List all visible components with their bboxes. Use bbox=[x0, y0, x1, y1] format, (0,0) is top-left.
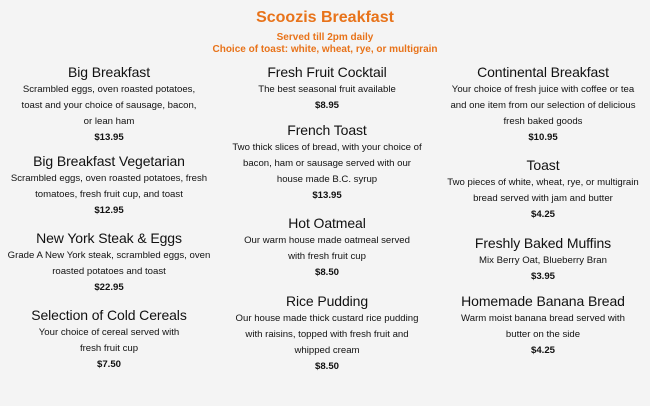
item-description bbox=[437, 174, 649, 207]
desc-line: Scrambled eggs, oven roasted potatoes, fresh bbox=[10, 173, 208, 184]
menu-item bbox=[437, 293, 649, 375]
item-description bbox=[221, 232, 433, 265]
subtitle-line-hours: Served till 2pm daily bbox=[276, 32, 374, 43]
desc-line: or lean ham bbox=[83, 116, 135, 127]
item-description bbox=[3, 324, 215, 357]
item-price: $3.95 bbox=[530, 271, 555, 282]
desc-line: toast and your choice of sausage, bacon, bbox=[21, 100, 197, 111]
item-description bbox=[437, 252, 649, 269]
desc-line: fresh fruit cup bbox=[79, 343, 139, 354]
desc-line: butter on the side bbox=[505, 329, 581, 340]
desc-line: bacon, ham or sausage served with our bbox=[243, 158, 411, 169]
item-price: $13.95 bbox=[312, 190, 342, 201]
menu-item bbox=[437, 235, 649, 293]
menu-item bbox=[3, 230, 215, 307]
menu-column-3 bbox=[437, 64, 649, 375]
item-name: Selection of Cold Cereals bbox=[31, 307, 187, 323]
menu-title: Scoozis Breakfast bbox=[256, 9, 394, 26]
desc-line: with fresh fruit cup bbox=[288, 251, 366, 262]
desc-line: Scrambled eggs, oven roasted potatoes, bbox=[22, 84, 196, 95]
item-name: French Toast bbox=[287, 122, 367, 138]
item-name: Continental Breakfast bbox=[477, 64, 609, 80]
item-price: $22.95 bbox=[94, 282, 124, 293]
item-name: Toast bbox=[526, 157, 560, 173]
item-price: $7.50 bbox=[96, 359, 121, 370]
item-description bbox=[221, 139, 433, 188]
menu-item bbox=[437, 157, 649, 235]
desc-line: Grade A New York steak, scrambled eggs, oven bbox=[7, 250, 211, 261]
desc-line: Two thick slices of bread, with your choice of bbox=[232, 142, 422, 153]
item-description bbox=[3, 81, 215, 130]
desc-line: Our warm house made oatmeal served bbox=[244, 235, 410, 246]
menu-item bbox=[3, 307, 215, 389]
menu-item bbox=[437, 64, 649, 157]
item-name: Big Breakfast Vegetarian bbox=[33, 153, 185, 169]
desc-line: Two pieces of white, wheat, rye, or multigrain bbox=[447, 177, 639, 188]
menu-item bbox=[3, 153, 215, 230]
menu-item bbox=[221, 293, 433, 375]
desc-line: The best seasonal fruit available bbox=[258, 84, 396, 95]
menu-header bbox=[0, 8, 650, 56]
desc-line: Your choice of fresh juice with coffee or tea bbox=[451, 84, 635, 95]
menu-item bbox=[221, 215, 433, 293]
desc-line: with raisins, topped with fresh fruit and bbox=[245, 329, 409, 340]
item-description bbox=[437, 81, 649, 130]
menu-column-1 bbox=[3, 64, 215, 389]
desc-line: Our house made thick custard rice pudding bbox=[235, 313, 419, 324]
item-price: $4.25 bbox=[530, 345, 555, 356]
desc-line: Mix Berry Oat, Blueberry Bran bbox=[479, 255, 607, 266]
menu-column-2 bbox=[221, 64, 433, 375]
item-name: Homemade Banana Bread bbox=[461, 293, 625, 309]
item-price: $8.95 bbox=[314, 100, 339, 111]
item-name: Freshly Baked Muffins bbox=[474, 235, 612, 251]
item-price: $10.95 bbox=[528, 132, 558, 143]
menu-item bbox=[221, 122, 433, 215]
item-price: $4.25 bbox=[530, 209, 555, 220]
desc-line: bread served with jam and butter bbox=[473, 193, 613, 204]
item-name: Rice Pudding bbox=[285, 293, 369, 309]
menu-subtitle bbox=[0, 32, 650, 56]
desc-line: roasted potatoes and toast bbox=[52, 266, 166, 277]
desc-line: Warm moist banana bread served with bbox=[461, 313, 625, 324]
item-price: $8.50 bbox=[314, 361, 339, 372]
menu-item bbox=[3, 64, 215, 153]
desc-line: whipped cream bbox=[294, 345, 360, 356]
item-price: $13.95 bbox=[94, 132, 124, 143]
item-description bbox=[221, 310, 433, 359]
item-price: $12.95 bbox=[94, 205, 124, 216]
desc-line: and one item from our selection of delicious bbox=[450, 100, 636, 111]
item-name: Big Breakfast bbox=[68, 64, 150, 80]
desc-line: house made B.C. syrup bbox=[276, 174, 378, 185]
item-name: New York Steak & Eggs bbox=[36, 230, 182, 246]
subtitle-line-toast: Choice of toast: white, wheat, rye, or multigrain bbox=[212, 44, 438, 55]
item-description bbox=[3, 170, 215, 203]
item-description bbox=[437, 310, 649, 343]
desc-line: tomatoes, fresh fruit cup, and toast bbox=[35, 189, 183, 200]
menu-item bbox=[221, 64, 433, 122]
item-name: Hot Oatmeal bbox=[288, 215, 366, 231]
item-description bbox=[3, 247, 215, 280]
item-description bbox=[221, 81, 433, 98]
item-name: Fresh Fruit Cocktail bbox=[267, 64, 387, 80]
desc-line: Your choice of cereal served with bbox=[38, 327, 180, 338]
item-price: $8.50 bbox=[314, 267, 339, 278]
desc-line: fresh baked goods bbox=[503, 116, 583, 127]
